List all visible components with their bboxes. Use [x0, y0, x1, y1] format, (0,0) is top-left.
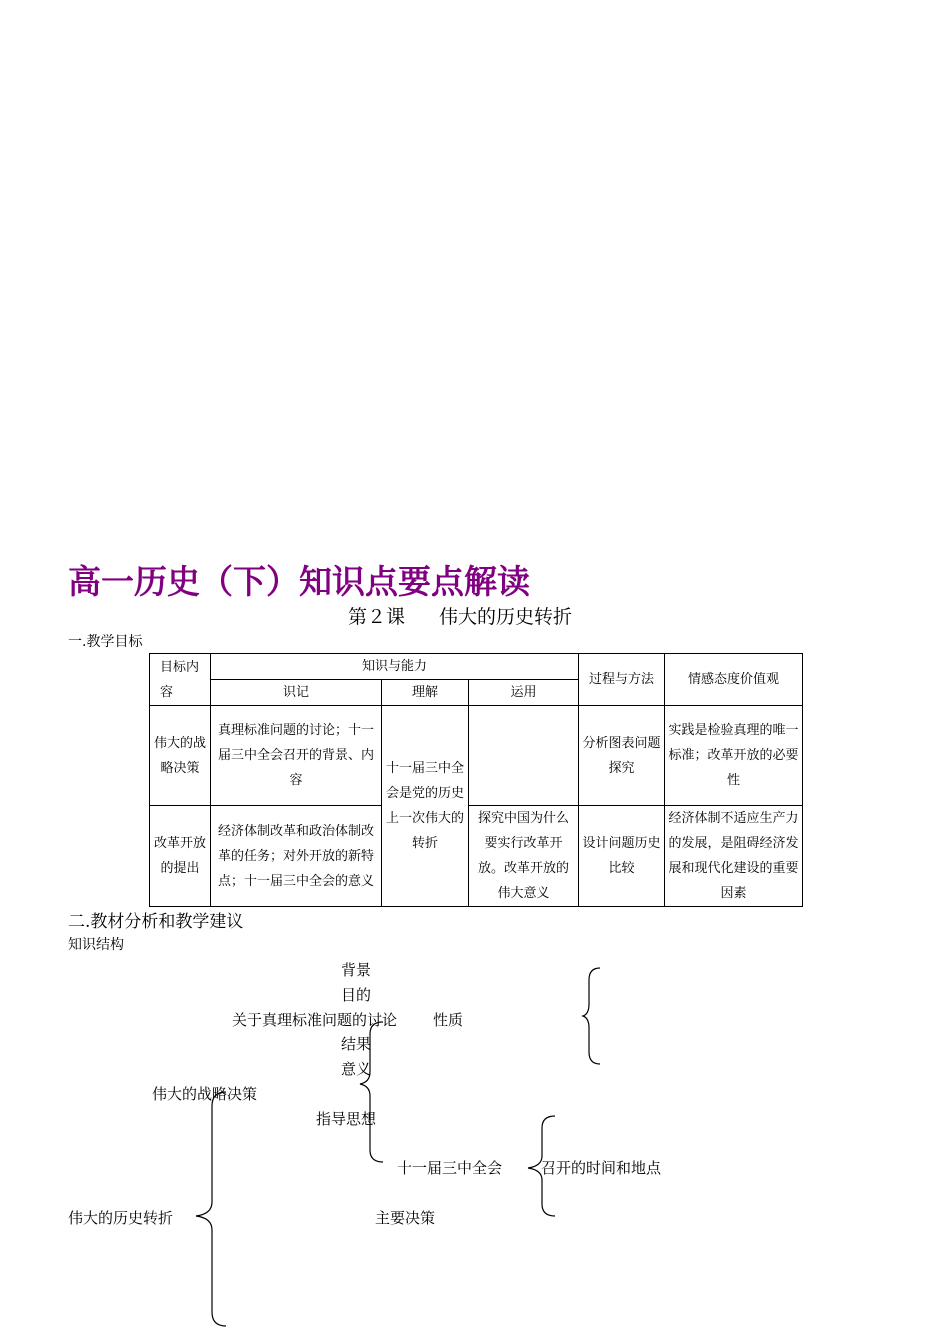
- brace-strategic-decision: [360, 1022, 383, 1162]
- tree-item-result: 结果: [341, 1035, 372, 1053]
- row-emotion: 实践是检验真理的唯一标准；改革开放的必要性: [665, 706, 803, 806]
- header-remember: 识记: [211, 680, 382, 706]
- tree-root-historic-turn: 伟大的历史转折: [68, 1209, 174, 1227]
- header-knowledge-ability: 知识与能力: [211, 654, 579, 680]
- tree-item-background: 背景: [341, 961, 372, 979]
- header-process-method: 过程与方法: [579, 654, 665, 706]
- header-goal-content: 目标内容: [150, 654, 211, 706]
- section-heading-analysis: 二.教材分析和教学建议: [68, 912, 244, 932]
- row-goal: 改革开放的提出: [150, 806, 211, 907]
- knowledge-structure-heading: 知识结构: [68, 937, 124, 953]
- lesson-name: 伟大的历史转折: [439, 606, 573, 628]
- header-emotion-values: 情感态度价值观: [665, 654, 803, 706]
- document-title: 高一历史（下）知识点要点解读: [68, 562, 530, 601]
- row-process: 设计问题历史比较: [579, 806, 665, 907]
- row-goal: 伟大的战略决策: [150, 706, 211, 806]
- row-apply: 探究中国为什么要实行改革开放。改革开放的伟大意义: [469, 806, 579, 907]
- section-heading-goals: 一.教学目标: [68, 634, 143, 650]
- row-understand-shared: 十一届三中全会是党的历史上一次伟大的转折: [382, 706, 469, 907]
- tree-item-main-decisions: 主要决策: [375, 1209, 436, 1227]
- tree-node-truth-discussion: 关于真理标准问题的讨论: [232, 1011, 398, 1029]
- header-apply: 运用: [469, 680, 579, 706]
- row-remember: 经济体制改革和政治体制改革的任务；对外开放的新特点；十一届三中全会的意义: [211, 806, 382, 907]
- tree-node-strategic-decision: 伟大的战略决策: [152, 1085, 258, 1103]
- tree-node-guiding-thought: 指导思想: [316, 1110, 377, 1128]
- tree-item-time-place: 召开的时间和地点: [541, 1159, 662, 1177]
- row-remember: 真理标准问题的讨论；十一届三中全会召开的背景、内容: [211, 706, 382, 806]
- tree-node-third-plenum: 十一届三中全会: [397, 1159, 503, 1177]
- row-process: 分析图表问题探究: [579, 706, 665, 806]
- lesson-number: 第２课: [348, 606, 406, 628]
- header-understand: 理解: [382, 680, 469, 706]
- tree-item-purpose: 目的: [341, 986, 372, 1004]
- brace-discussion: [583, 968, 600, 1064]
- row-emotion: 经济体制不适应生产力的发展，是阻碍经济发展和现代化建设的重要因素: [665, 806, 803, 907]
- brace-root: [196, 1092, 226, 1326]
- tree-item-nature: 性质: [433, 1011, 464, 1029]
- brace-third-plenum: [528, 1116, 555, 1216]
- tree-item-significance: 意义: [341, 1060, 372, 1078]
